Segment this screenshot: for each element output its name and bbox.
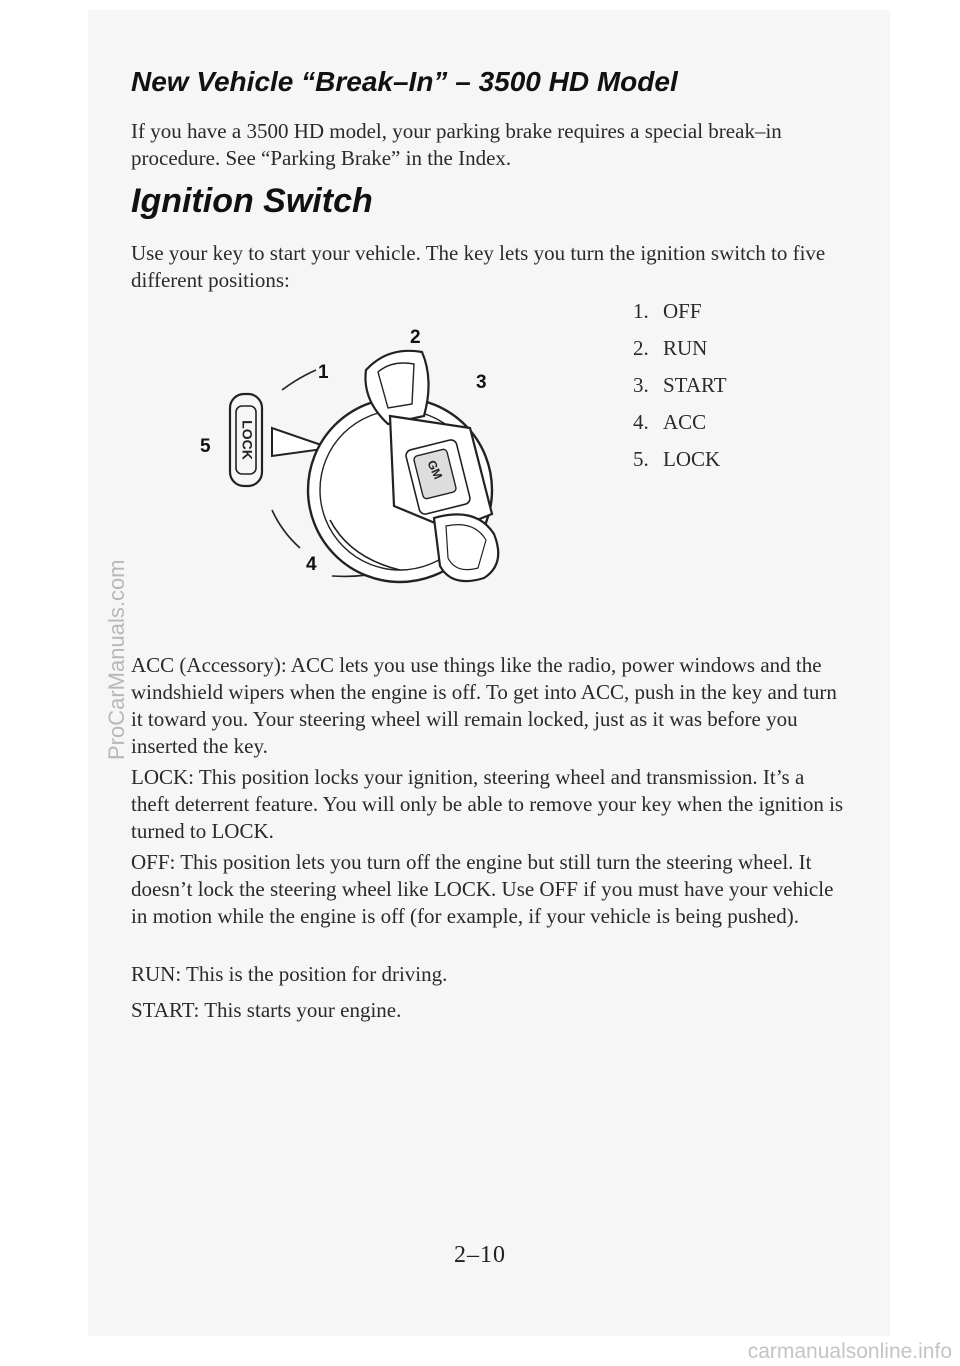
callout-1: 1: [318, 362, 329, 383]
side-watermark: ProCarManuals.com: [104, 559, 129, 760]
start-description: START: This starts your engine.: [131, 998, 402, 1022]
acc-description: ACC (Accessory): ACC lets you use things like the radio, power windows and the windshield wipers when the engine is off. To get into ACC, push in the key and turn it toward you. Your steering wheel will remain locked, just as it was before you inserted the key.: [131, 653, 837, 758]
callout-4: 4: [306, 554, 317, 575]
callout-3: 3: [476, 372, 487, 393]
position-item: 5. LOCK: [633, 447, 721, 471]
ignition-switch-heading: Ignition Switch: [131, 182, 373, 220]
callout-5: 5: [200, 436, 211, 457]
lock-description: LOCK: This position locks your ignition, steering wheel and transmission. It’s a theft deterrent feature. You will only be able to remove your key when the ignition is turned to LOCK.: [131, 765, 844, 843]
position-item: 2. RUN: [633, 336, 708, 360]
ignition-positions-list: [633, 296, 727, 481]
lock-plate-label: LOCK: [239, 420, 256, 460]
break-in-paragraph: If you have a 3500 HD model, your parking brake requires a special break–in procedure. See “Parking Brake” in the Index.: [131, 119, 782, 170]
position-item: 1. OFF: [633, 299, 702, 323]
position-item: 4. ACC: [633, 410, 707, 434]
break-in-heading: New Vehicle “Break–In” – 3500 HD Model: [131, 66, 678, 97]
position-item: 3. START: [633, 373, 727, 397]
bottom-watermark: carmanualsonline.info: [747, 1340, 952, 1363]
gm-logo-text: GM: [424, 457, 446, 482]
ignition-switch-illustration: [190, 320, 520, 590]
run-description: RUN: This is the position for driving.: [131, 962, 448, 986]
ignition-intro-paragraph: Use your key to start your vehicle. The key lets you turn the ignition switch to five different positions:: [131, 241, 826, 292]
off-description: OFF: This position lets you turn off the engine but still turn the steering wheel. It doesn’t lock the steering wheel like LOCK. Use OFF if you must have your vehicle in motion while the engine is off (for example, if your vehicle is being pushed).: [131, 850, 834, 928]
page-number: 2–10: [454, 1242, 506, 1268]
callout-2: 2: [410, 327, 421, 348]
